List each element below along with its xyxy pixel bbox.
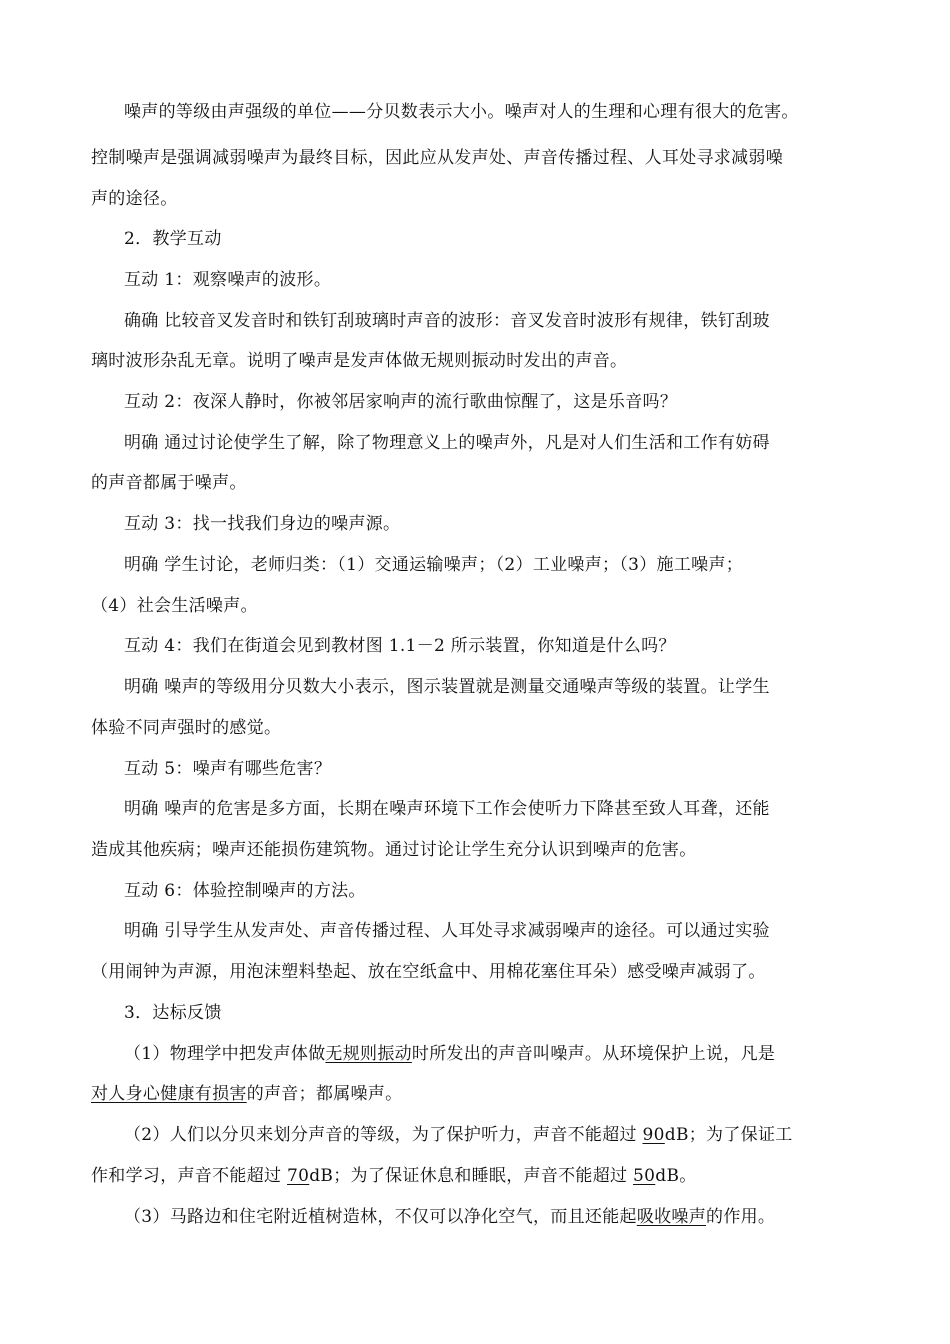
paragraph-line: 明确 通过讨论使学生了解，除了物理意义上的噪声外，凡是对人们生活和工作有妨碍	[124, 433, 770, 453]
text-segment: dB；为了保证休息和睡眠，声音不能超过	[309, 1166, 634, 1186]
answer-underlined: 50	[633, 1166, 656, 1186]
paragraph-line: 控制噪声是强调减弱噪声为最终目标，因此应从发声处、声音传播过程、人耳处寻求减弱噪	[91, 148, 783, 168]
paragraph-line: 明确 噪声的等级用分贝数大小表示，图示装置就是测量交通噪声等级的装置。让学生	[124, 677, 770, 697]
text-segment: （2）人们以分贝来划分声音的等级，为了保护听力，声音不能超过	[124, 1125, 643, 1145]
paragraph-line: 互动 4：我们在街道会见到教材图 1.1－2 所示装置，你知道是什么吗？	[124, 636, 676, 656]
feedback-q2-line1	[124, 1124, 793, 1146]
paragraph-line: 造成其他疾病；噪声还能损伤建筑物。通过讨论让学生充分认识到噪声的危害。	[91, 840, 697, 860]
paragraph-line: 明确 引导学生从发声处、声音传播过程、人耳处寻求减弱噪声的途径。可以通过实验	[124, 921, 770, 941]
paragraph-line: 璃时波形杂乱无章。说明了噪声是发声体做无规则振动时发出的声音。	[91, 351, 628, 371]
feedback-q1-line1	[124, 1043, 775, 1065]
answer-underlined: 无规则振动	[325, 1044, 412, 1064]
paragraph-line: 体验不同声强时的感觉。	[91, 718, 282, 738]
paragraph-line: （用闹钟为声源，用泡沫塑料垫起、放在空纸盒中、用棉花塞住耳朵）感受噪声减弱了。	[91, 962, 766, 982]
section-heading: 2．教学互动	[124, 229, 222, 249]
paragraph-line: 噪声的等级由声强级的单位——分贝数表示大小。噪声对人的生理和心理有很大的危害。	[124, 102, 799, 122]
section-heading: 3．达标反馈	[124, 1003, 222, 1023]
feedback-q1-line2	[91, 1083, 402, 1105]
paragraph-line: 互动 3：找一找我们身边的噪声源。	[124, 514, 401, 534]
answer-underlined: 90	[642, 1125, 665, 1145]
answer-underlined: 对人身心健康有损害	[91, 1084, 247, 1104]
answer-underlined: 70	[287, 1166, 310, 1186]
text-segment: dB；为了保证工	[664, 1125, 793, 1145]
feedback-q2-line2	[91, 1165, 697, 1187]
feedback-q3-line1	[124, 1206, 775, 1228]
paragraph-line: 互动 5：噪声有哪些危害？	[124, 759, 332, 779]
paragraph-line: 明确 噪声的危害是多方面，长期在噪声环境下工作会使听力下降甚至致人耳聋，还能	[124, 799, 770, 819]
paragraph-line: 互动 1：观察噪声的波形。	[124, 270, 332, 290]
text-segment: dB。	[655, 1166, 697, 1186]
text-segment: 时所发出的声音叫噪声。从环境保护上说，凡是	[411, 1044, 776, 1064]
text-segment: （3）马路边和住宅附近植树造林，不仅可以净化空气，而且还能起	[124, 1207, 637, 1227]
answer-underlined: 吸收噪声	[636, 1207, 707, 1227]
paragraph-line: 声的途径。	[91, 189, 178, 209]
paragraph-line: （4）社会生活噪声。	[91, 596, 258, 616]
paragraph-line: 确确 比较音叉发音时和铁钉刮玻璃时声音的波形：音叉发音时波形有规律，铁钉刮玻	[124, 311, 770, 331]
paragraph-line: 互动 2：夜深人静时，你被邻居家响声的流行歌曲惊醒了，这是乐音吗？	[124, 392, 678, 412]
text-segment: （1）物理学中把发声体做	[124, 1044, 326, 1064]
text-segment: 的作用。	[706, 1207, 776, 1227]
paragraph-line: 明确 学生讨论，老师归类：（1）交通运输噪声；（2）工业噪声；（3）施工噪声；	[124, 555, 744, 575]
text-segment: 的声音；都属噪声。	[246, 1084, 403, 1104]
text-segment: 作和学习，声音不能超过	[91, 1166, 288, 1186]
paragraph-line: 的声音都属于噪声。	[91, 473, 247, 493]
paragraph-line: 互动 6：体验控制噪声的方法。	[124, 881, 366, 901]
